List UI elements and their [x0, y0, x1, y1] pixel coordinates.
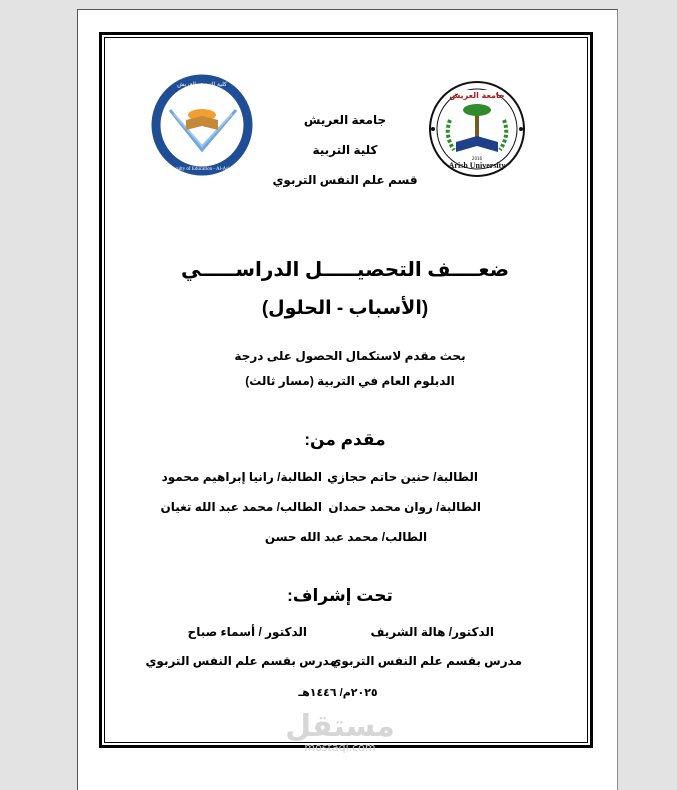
document-date: ٢٠٢٥م/ ١٤٤٦هـ — [298, 687, 378, 699]
student-name: الطالب/ محمد عبد الله تغيان — [160, 500, 322, 514]
university-name: جامعة العريش — [303, 113, 387, 127]
faculty-of-education-logo — [150, 70, 254, 180]
faculty-name: كلية التربية — [312, 143, 378, 157]
department-name: قسم علم النفس التربوي — [272, 173, 418, 187]
description-line-1: بحث مقدم لاستكمال الحصول على درجة — [234, 349, 466, 363]
student-name: الطالبة/ رانيا إبراهيم محمود — [161, 470, 322, 484]
svg-text:Arish University: Arish University — [448, 161, 506, 170]
submitted-by-heading: مقدم من: — [304, 430, 386, 449]
supervision-heading: تحت إشراف: — [287, 586, 393, 605]
supervisor-title: مدرس بقسم علم النفس التربوي — [330, 654, 522, 668]
watermark-english: mostaql.com — [304, 741, 376, 754]
student-name: الطالب/ محمد عبد الله حسن — [264, 530, 428, 544]
svg-text:كلية التربية بالعريش: كلية التربية بالعريش — [177, 81, 227, 88]
supervisor-name: الدكتور / أسماء صباح — [187, 625, 307, 639]
svg-text:2016: 2016 — [471, 156, 483, 161]
student-name: الطالبة/ روان محمد حمدان — [328, 500, 481, 514]
document-title: ضعــــف التحصيـــــل الدراســـــي — [180, 259, 510, 281]
student-name: الطالبة/ حنين حاتم حجازي — [327, 470, 478, 484]
supervisor-title: مدرس بقسم علم النفس التربوي — [145, 654, 337, 668]
watermark-arabic: مستقل — [285, 709, 395, 744]
supervisor-name: الدكتور/ هالة الشريف — [370, 625, 494, 639]
arish-university-logo — [428, 80, 526, 178]
mostaql-watermark — [285, 709, 395, 754]
description-line-2: الدبلوم العام في التربية (مسار ثالث) — [245, 374, 455, 388]
svg-text:جامعة العريش: جامعة العريش — [449, 91, 505, 100]
svg-text:Faculty of Education - Al-Aris: Faculty of Education - Al-Arish — [170, 167, 234, 172]
document-subtitle: (الأسباب - الحلول) — [261, 298, 429, 319]
